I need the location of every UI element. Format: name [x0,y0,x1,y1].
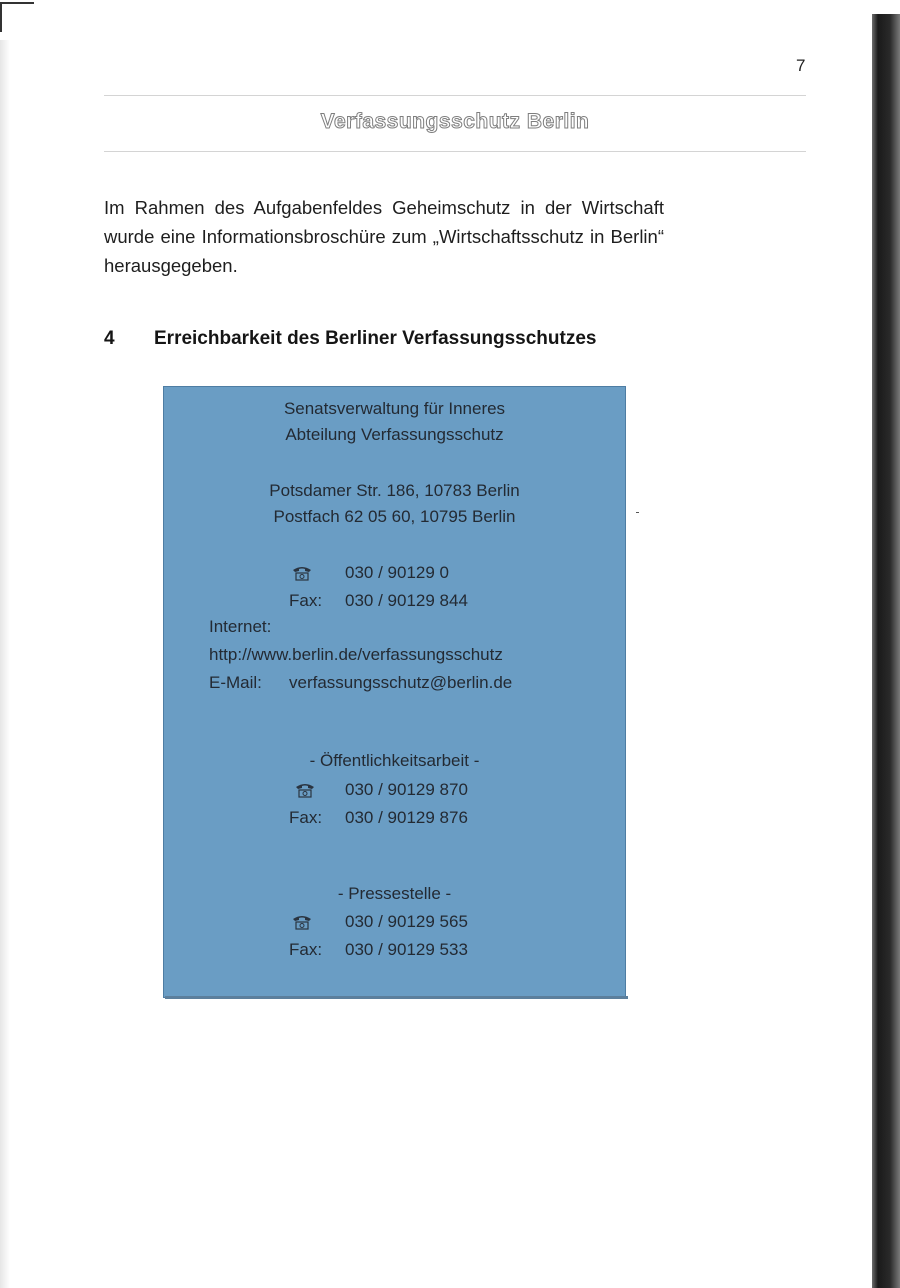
telephone-icon [291,565,313,581]
box-edge-shadow [165,996,628,999]
header-rule [104,95,806,96]
press-fax-label: Fax: [289,940,323,959]
telephone-icon [294,782,316,798]
press-fax-number: 030 / 90129 533 [345,940,468,959]
scan-artifact [636,512,639,513]
pr-heading: - Öffentlichkeitsarbeit - [309,751,480,770]
binding-edge [872,14,900,1288]
address-line: Postfach 62 05 60, 10795 Berlin [273,507,516,526]
press-phone-number: 030 / 90129 565 [345,912,468,931]
section-title: Erreichbarkeit des Berliner Verfassungsschutzes [154,328,597,349]
email-label: E-Mail: [209,673,262,692]
telephone-icon [291,914,313,930]
contact-box [163,386,626,998]
pr-fax-label: Fax: [289,808,323,827]
fax-number: 030 / 90129 844 [345,591,468,610]
section-heading [104,328,596,350]
page-number: 7 [796,56,806,75]
internet-label: Internet: [209,617,272,636]
pr-phone-number: 030 / 90129 870 [345,780,468,799]
phone-number: 030 / 90129 0 [345,563,449,582]
org-line: Abteilung Verfassungsschutz [285,425,504,444]
org-line: Senatsverwaltung für Inneres [283,399,506,418]
scan-shadow [0,40,10,1288]
header-rule [104,151,806,152]
internet-url: http://www.berlin.de/verfassungsschutz [209,645,503,664]
crop-mark [0,2,2,32]
intro-paragraph: Im Rahmen des Aufgabenfeldes Geheimschutz in der Wirtschaft wurde eine Informationsbroschüre zum „Wirtschaftsschutz in Berlin“ herausgegeben. [104,197,664,276]
press-heading: - Pressestelle - [337,884,452,903]
email-address: verfassungsschutz@berlin.de [289,673,513,692]
pr-fax-number: 030 / 90129 876 [345,808,468,827]
running-title: Verfassungsschutz Berlin [320,110,590,133]
fax-label: Fax: [289,591,323,610]
crop-mark [0,2,34,4]
section-number: 4 [104,328,115,349]
address-line: Potsdamer Str. 186, 10783 Berlin [269,481,520,500]
